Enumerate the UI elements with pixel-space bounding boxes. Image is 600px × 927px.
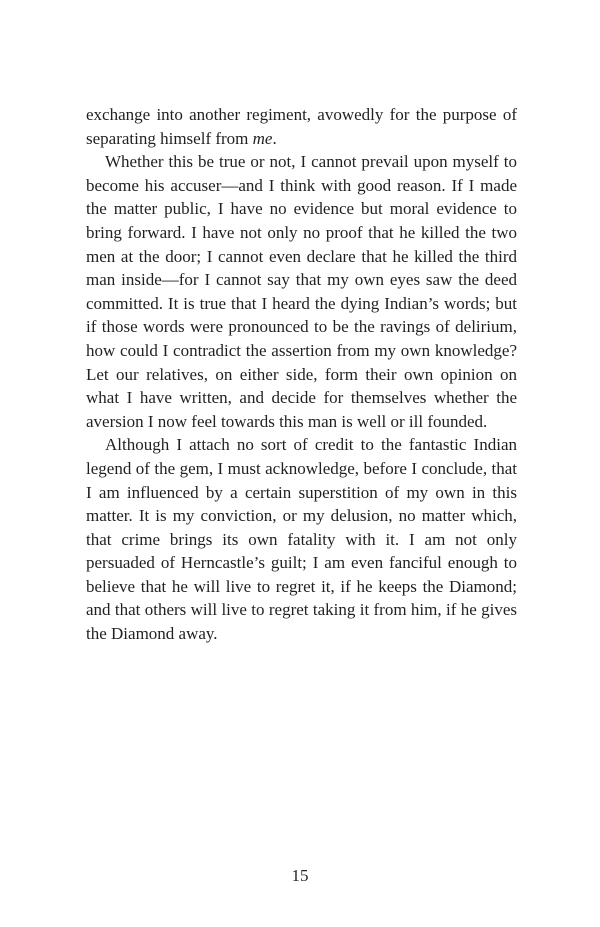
- paragraph: [86, 103, 517, 150]
- paragraph-text: Whether this be true or not, I cannot prevail upon myself to become his accuser—and I think with good reason. If I made the matter public, I have no evidence but moral evidence to bring forward. I have not only no proof that he killed the two men at the door; I cannot even declare that he killed the third man inside—for I cannot say that my own eyes saw the deed committed. It is true that I heard the dying Indian’s words; but if those words were pronounced to be the ravings of delirium, how could I contradict the assertion from my own knowledge? Let our relatives, on either side, form their own opinion on what I have written, and decide for themselves whether the aversion I now feel towards this man is well or ill founded.: [86, 152, 517, 431]
- body-text: [86, 103, 517, 646]
- paragraph-text: Although I attach no sort of credit to the fantastic Indian legend of the gem, I must acknowledge, before I conclude, that I am influenced by a certain superstition of my own in this matter. It is my conviction, or my delusion, no matter which, that crime brings its own fatality with it. I am not only persuaded of Herncastle’s guilt; I am even fanciful enough to believe that he will live to regret it, if he keeps the Diamond; and that others will live to regret taking it from him, if he gives the Diamond away.: [86, 435, 517, 644]
- paragraph: [86, 433, 517, 645]
- paragraph: [86, 150, 517, 433]
- emphasized-word: me: [252, 128, 273, 148]
- page-number: 15: [291, 866, 309, 885]
- paragraph-text: .: [272, 128, 277, 148]
- paragraph-text: exchange into another regiment, avowedly for the purpose of separating himself from: [86, 105, 517, 148]
